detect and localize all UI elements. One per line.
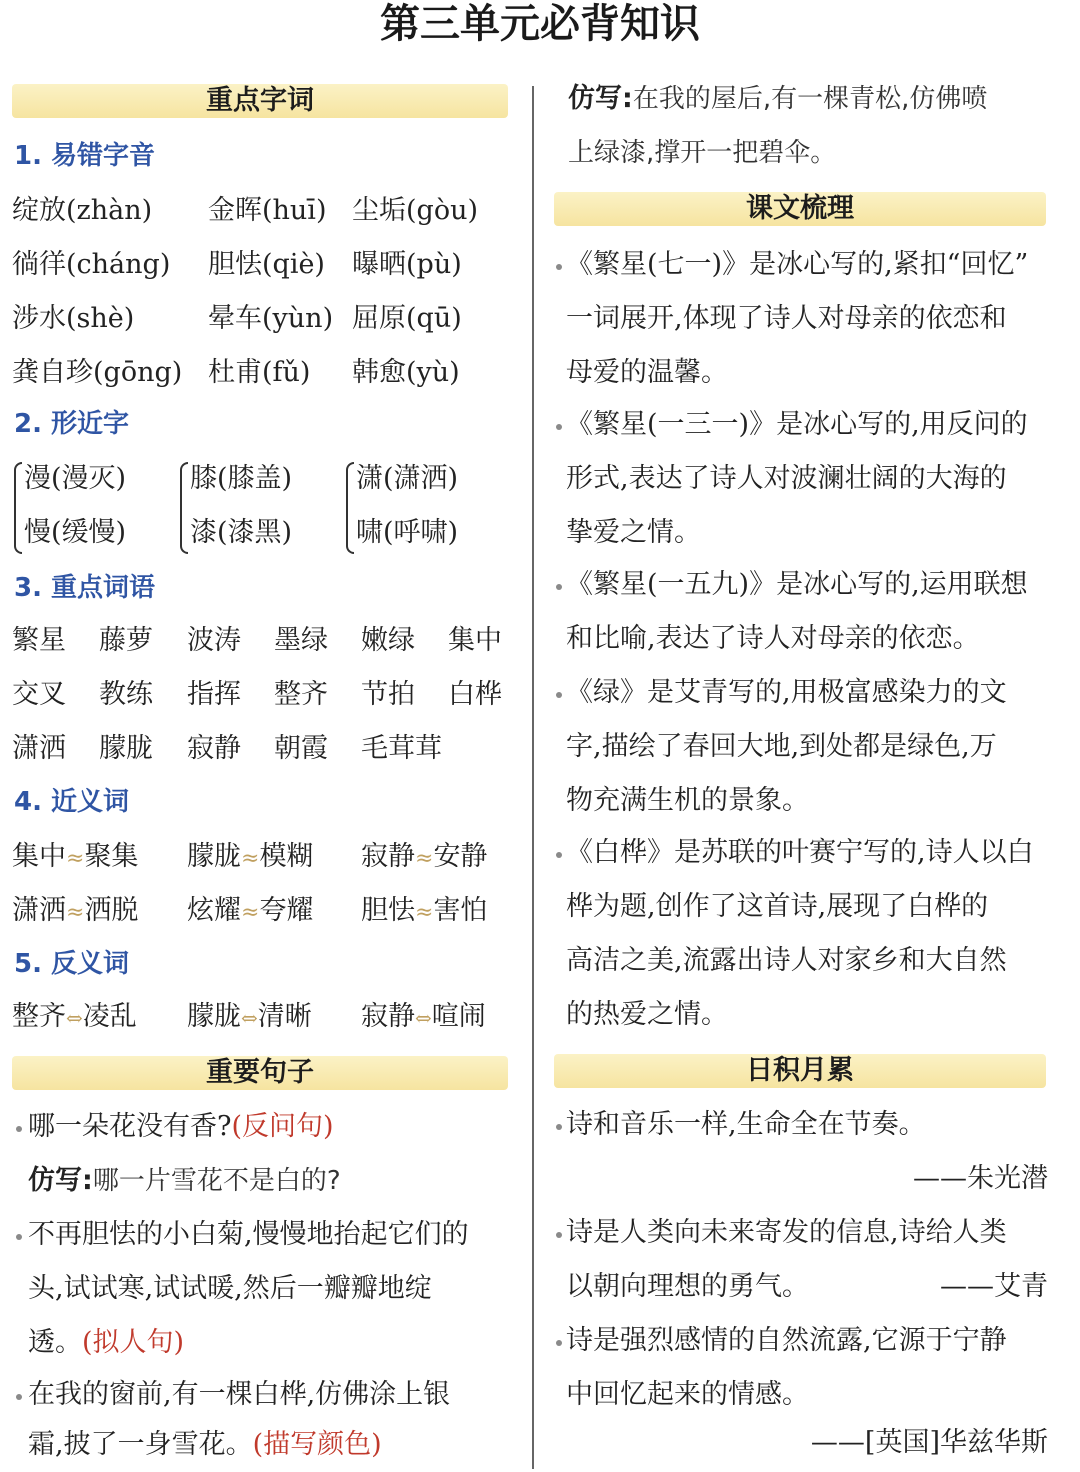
section-header-key-sentences: 重要句子 bbox=[12, 1056, 508, 1090]
quote-author: ——朱光潜 bbox=[913, 1163, 1048, 1194]
sentence-line: 在我的窗前,有一棵白桦,仿佛涂上银 bbox=[28, 1379, 451, 1410]
quote-line: 诗和音乐一样,生命全在节奏。 bbox=[566, 1109, 926, 1140]
review-line: 字,描绘了春回大地,到处都是绿色,万 bbox=[566, 731, 997, 762]
key-word: 藤萝 bbox=[99, 625, 153, 656]
key-word: 墨绿 bbox=[274, 625, 328, 656]
pron-item: 尘垢(gòu) bbox=[352, 195, 478, 226]
bullet-icon bbox=[16, 1394, 22, 1400]
bullet-icon bbox=[556, 1340, 562, 1346]
review-line: 《绿》是艾青写的,用极富感染力的文 bbox=[566, 677, 1007, 708]
imitation-line: 仿写:在我的屋后,有一棵青松,仿佛喷 bbox=[568, 83, 988, 114]
review-line: 物充满生机的景象。 bbox=[566, 785, 809, 816]
key-word: 集中 bbox=[448, 625, 502, 656]
sentence-line: 霜,披了一身雪花。(描写颜色) bbox=[28, 1429, 382, 1460]
key-word: 毛茸茸 bbox=[361, 733, 442, 764]
sentence-line: 透。(拟人句) bbox=[28, 1327, 185, 1358]
key-word: 交叉 bbox=[12, 679, 66, 710]
antonym-pair: 整齐⇔凌乱 bbox=[12, 1001, 137, 1032]
key-word: 繁星 bbox=[12, 625, 66, 656]
section-header-key-words: 重点字词 bbox=[12, 84, 508, 118]
imitation-sentence: 仿写:哪一片雪花不是白的? bbox=[28, 1165, 341, 1196]
pron-item: 杜甫(fǔ) bbox=[208, 357, 311, 388]
key-word: 寂静 bbox=[187, 733, 241, 764]
key-word: 潇洒 bbox=[12, 733, 66, 764]
key-word: 节拍 bbox=[361, 679, 415, 710]
synonym-pair: 朦胧≈模糊 bbox=[187, 841, 314, 872]
sentence-line: 头,试试寒,试试暖,然后一瓣瓣地绽 bbox=[28, 1273, 432, 1304]
synonym-pair: 胆怯≈害怕 bbox=[361, 895, 488, 926]
review-line: 《繁星(一三一)》是冰心写的,用反问的 bbox=[566, 409, 1028, 440]
review-line: 的热爱之情。 bbox=[566, 999, 728, 1030]
section-header-text-review: 课文梳理 bbox=[554, 192, 1046, 226]
quote-line: 以朝向理想的勇气。 bbox=[566, 1271, 809, 1302]
column-divider bbox=[532, 86, 534, 1469]
key-word: 指挥 bbox=[187, 679, 241, 710]
bullet-icon bbox=[556, 1232, 562, 1238]
similar-char: 慢(缓慢) bbox=[24, 517, 127, 548]
bullet-icon bbox=[556, 264, 562, 270]
subheading-antonyms: 5. 反义词 bbox=[14, 949, 130, 979]
key-word: 白桦 bbox=[448, 679, 502, 710]
bullet-icon bbox=[556, 424, 562, 430]
key-word: 朝霞 bbox=[274, 733, 328, 764]
key-word: 波涛 bbox=[187, 625, 241, 656]
review-line: 《白桦》是苏联的叶赛宁写的,诗人以白 bbox=[566, 837, 1034, 868]
similar-char: 漫(漫灭) bbox=[24, 463, 127, 494]
pron-item: 晕车(yùn) bbox=[208, 303, 334, 334]
pron-item: 韩愈(yù) bbox=[352, 357, 460, 388]
quote-author: ——艾青 bbox=[940, 1271, 1048, 1302]
synonym-pair: 集中≈聚集 bbox=[12, 841, 139, 872]
review-line: 《繁星(一五九)》是冰心写的,运用联想 bbox=[566, 569, 1028, 600]
imitation-line: 上绿漆,撑开一把碧伞。 bbox=[568, 138, 837, 168]
pron-item: 胆怯(qiè) bbox=[208, 249, 325, 280]
quote-line: 诗是人类向未来寄发的信息,诗给人类 bbox=[566, 1217, 1007, 1248]
bullet-icon bbox=[556, 584, 562, 590]
sentence-line: 不再胆怯的小白菊,慢慢地抬起它们的 bbox=[28, 1219, 469, 1250]
similar-char-group bbox=[180, 452, 340, 560]
review-line: 一词展开,体现了诗人对母亲的依恋和 bbox=[566, 303, 1007, 334]
similar-char-group bbox=[346, 452, 506, 560]
similar-char: 膝(膝盖) bbox=[190, 463, 293, 494]
synonym-pair: 炫耀≈夸耀 bbox=[187, 895, 314, 926]
page-title: 第三单元必背知识 bbox=[380, 1, 700, 47]
sentence: 哪一朵花没有香?(反问句) bbox=[28, 1111, 334, 1142]
similar-char-group bbox=[14, 452, 174, 560]
pron-item: 金晖(huī) bbox=[208, 195, 327, 226]
brace-icon bbox=[14, 462, 22, 554]
pron-item: 涉水(shè) bbox=[12, 303, 135, 334]
similar-char: 啸(呼啸) bbox=[356, 517, 459, 548]
key-word: 嫩绿 bbox=[361, 625, 415, 656]
subheading-synonyms: 4. 近义词 bbox=[14, 787, 130, 817]
quote-author: ——[英国]华兹华斯 bbox=[810, 1427, 1048, 1458]
bullet-icon bbox=[556, 852, 562, 858]
pron-item: 绽放(zhàn) bbox=[12, 195, 153, 226]
review-line: 和比喻,表达了诗人对母亲的依恋。 bbox=[566, 623, 980, 654]
brace-icon bbox=[180, 462, 188, 554]
synonym-pair: 潇洒≈洒脱 bbox=[12, 895, 139, 926]
bullet-icon bbox=[556, 692, 562, 698]
bullet-icon bbox=[16, 1126, 22, 1132]
pron-item: 屈原(qū) bbox=[352, 303, 462, 334]
review-line: 《繁星(七一)》是冰心写的,紧扣“回忆” bbox=[566, 249, 1029, 280]
antonym-pair: 朦胧⇔清晰 bbox=[187, 1001, 312, 1032]
brace-icon bbox=[346, 462, 354, 554]
review-line: 母爱的温馨。 bbox=[566, 357, 728, 388]
pron-item: 曝晒(pù) bbox=[352, 249, 462, 280]
section-header-accumulation: 日积月累 bbox=[554, 1054, 1046, 1088]
review-line: 高洁之美,流露出诗人对家乡和大自然 bbox=[566, 945, 1007, 976]
review-line: 桦为题,创作了这首诗,展现了白桦的 bbox=[566, 891, 989, 922]
subheading-key-phrases: 3. 重点词语 bbox=[14, 573, 156, 603]
similar-char: 漆(漆黑) bbox=[190, 517, 293, 548]
subheading-pronunciation: 1. 易错字音 bbox=[14, 141, 156, 171]
review-line: 形式,表达了诗人对波澜壮阔的大海的 bbox=[566, 463, 1007, 494]
key-word: 教练 bbox=[99, 679, 153, 710]
synonym-pair: 寂静≈安静 bbox=[361, 841, 488, 872]
quote-line: 诗是强烈感情的自然流露,它源于宁静 bbox=[566, 1325, 1007, 1356]
antonym-pair: 寂静⇔喧闹 bbox=[361, 1001, 486, 1032]
review-line: 挚爱之情。 bbox=[566, 517, 701, 548]
similar-char: 潇(潇洒) bbox=[356, 463, 459, 494]
pron-item: 龚自珍(gōng) bbox=[12, 357, 183, 388]
key-word: 朦胧 bbox=[99, 733, 153, 764]
bullet-icon bbox=[16, 1234, 22, 1240]
pron-item: 徜徉(cháng) bbox=[12, 249, 171, 280]
key-word: 整齐 bbox=[274, 679, 328, 710]
subheading-similar-chars: 2. 形近字 bbox=[14, 409, 130, 439]
quote-line: 中回忆起来的情感。 bbox=[566, 1379, 809, 1410]
bullet-icon bbox=[556, 1124, 562, 1130]
